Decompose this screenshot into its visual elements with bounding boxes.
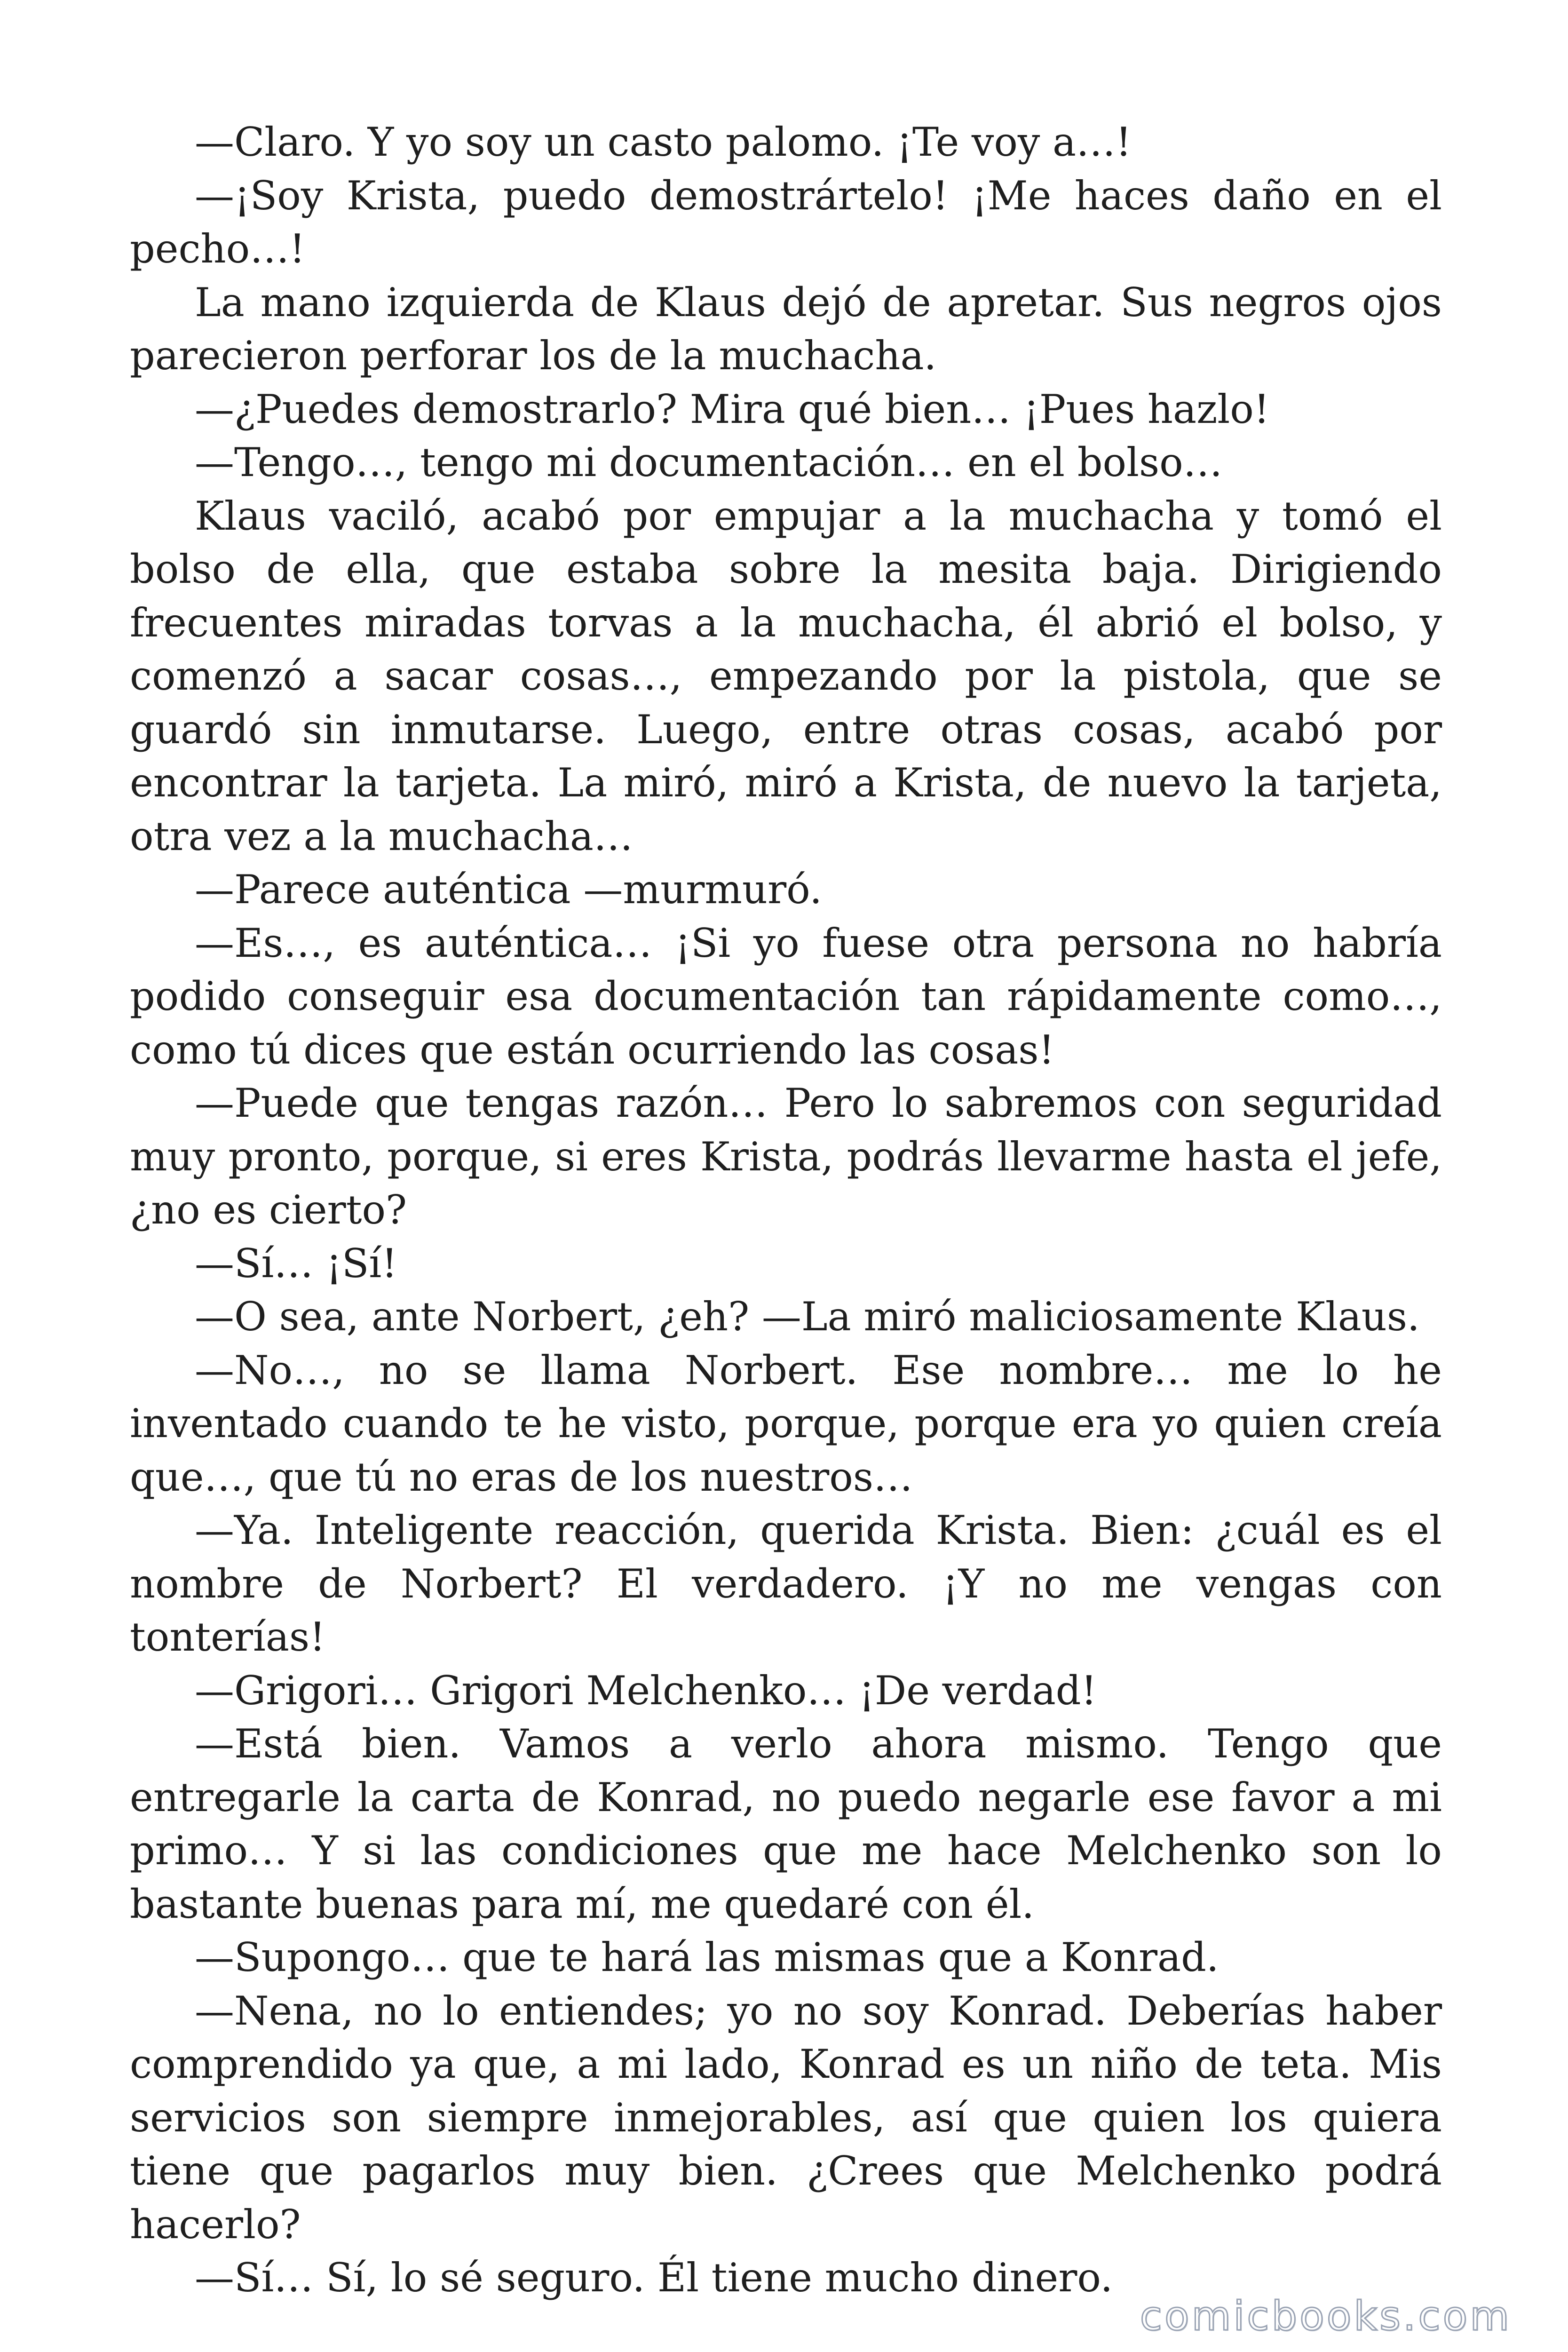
paragraph: —¿Puedes demostrarlo? Mira qué bien… ¡Pues hazlo! <box>195 386 1270 432</box>
paragraph: —¡Soy Krista, puedo demostrártelo! ¡Me haces daño en el pecho…! <box>130 172 1442 272</box>
paragraph: —Parece auténtica —murmuró. <box>195 866 822 913</box>
paragraph: —Tengo…, tengo mi documentación… en el bolso… <box>195 439 1223 485</box>
paragraph: —No…, no se llama Norbert. Ese nombre… me lo he inventado cuando te he visto, porque, porque era yo quien creía que…, que tú no eras de los nuestros… <box>130 1347 1442 1500</box>
paragraph: —Supongo… que te hará las mismas que a Konrad. <box>195 1934 1219 1980</box>
paragraph: —Nena, no lo entiendes; yo no soy Konrad. Deberías haber comprendido ya que, a mi lado, Konrad es un niño de teta. Mis servicios son siempre inmejorables, así que quien los quiera tiene que pagarlos muy bien. ¿Crees que Melchenko podrá hacerlo? <box>130 1987 1442 2248</box>
paragraph: La mano izquierda de Klaus dejó de apretar. Sus negros ojos parecieron perforar los de la muchacha. <box>130 279 1442 379</box>
paragraph: —Puede que tengas razón… Pero lo sabremos con seguridad muy pronto, porque, si eres Krista, podrás llevarme hasta el jefe, ¿no es cierto? <box>130 1080 1442 1233</box>
paragraph: —O sea, ante Norbert, ¿eh? —La miró maliciosamente Klaus. <box>195 1294 1420 1340</box>
paragraph: Klaus vaciló, acabó por empujar a la muchacha y tomó el bolso de ella, que estaba sobre la mesita baja. Dirigiendo frecuentes miradas torvas a la muchacha, él abrió el bolso, y comenzó a sacar cosas…, empezando por la pistola, que se guardó sin inmutarse. Luego, entre otras cosas, acabó por encontrar la tarjeta. La miró, miró a Krista, de nuevo la tarjeta, otra vez a la muchacha… <box>130 493 1442 859</box>
paragraph: —Es…, es auténtica… ¡Si yo fuese otra persona no habría podido conseguir esa documentación tan rápidamente como…, como tú dices que están ocurriendo las cosas! <box>130 920 1442 1073</box>
body-text <box>130 116 1442 2305</box>
paragraph: —Claro. Y yo soy un casto palomo. ¡Te voy a…! <box>195 119 1132 165</box>
paragraph: —Ya. Inteligente reacción, querida Krista. Bien: ¿cuál es el nombre de Norbert? El verdadero. ¡Y no me vengas con tonterías! <box>130 1507 1442 1660</box>
paragraph: —Sí… Sí, lo sé seguro. Él tiene mucho dinero. <box>195 2255 1113 2301</box>
paragraph: —Grigori… Grigori Melchenko… ¡De verdad! <box>195 1667 1097 1714</box>
paragraph: —Está bien. Vamos a verlo ahora mismo. Tengo que entregarle la carta de Konrad, no puedo negarle ese favor a mi primo… Y si las condiciones que me hace Melchenko son lo bastante buenas para mí, me quedaré con él. <box>130 1721 1442 1927</box>
watermark: comicbooks.com <box>1140 2293 1512 2340</box>
paragraph: —Sí… ¡Sí! <box>195 1240 398 1287</box>
